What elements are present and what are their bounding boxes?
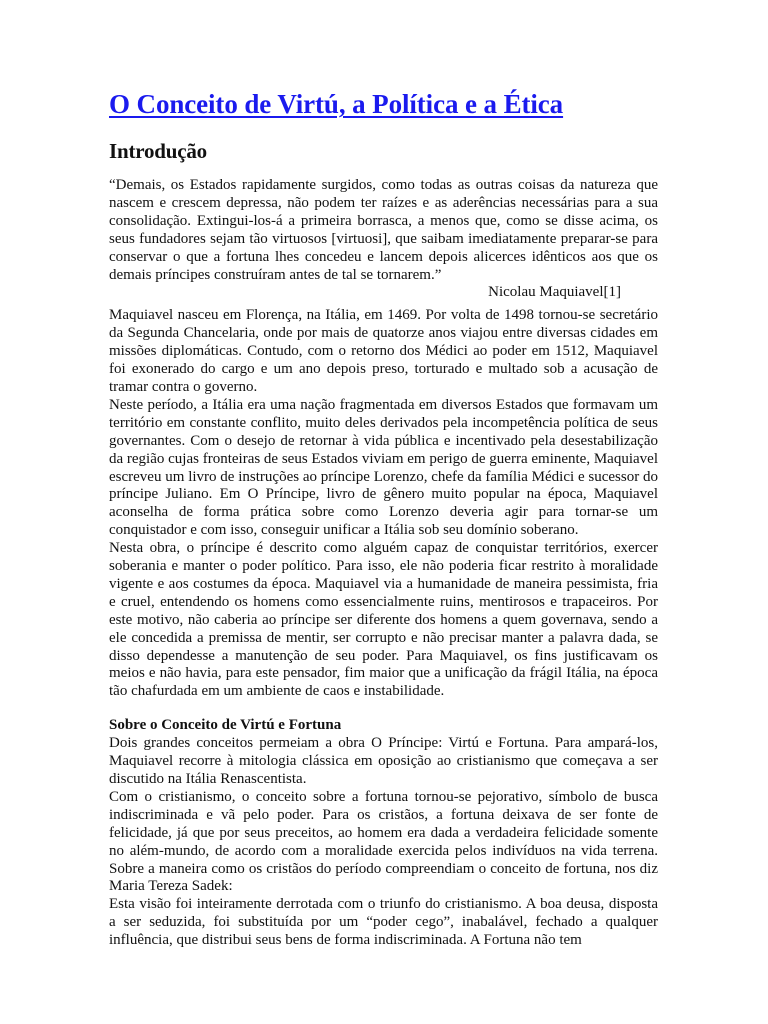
document-title-link[interactable]: O Conceito de Virtú, a Política e a Ética — [109, 89, 564, 119]
paragraph: Com o cristianismo, o conceito sobre a fortuna tornou-se pejorativo, símbolo de busca indiscriminada e vã pelo poder. Para os cristãos, a fortuna deixava de ser fonte de felicidade, já que por seus preceitos, ao homem era dada a verdadeira felicidade somente no além-mundo, de acordo com a moralidade exercida pelos indivíduos na vida terrena. Sobre a maneira como os cristãos do período compreendiam o conceito de fortuna, nos diz Maria Tereza Sadek: — [109, 788, 658, 895]
epigraph-quote: “Demais, os Estados rapidamente surgidos, como todas as outras coisas da natureza que nascem e crescem depressa, não podem ter raízes e as aderências necessárias para a sua consolidação. Extingui-los-á a primeira borrasca, a menos que, como se disse acima, os seus fundadores sejam tão virtuosos [virtuosi], que saibam imediatamente preparar-se para conservar o que a fortuna lhes concedeu e lancem depois alicerces idênticos aos que os demais príncipes construíram antes de tal se tornarem.” — [109, 177, 658, 283]
quote-attribution: Nicolau Maquiavel[1] — [488, 284, 621, 301]
section-heading-virtu-fortuna: Sobre o Conceito de Virtú e Fortuna — [109, 717, 342, 734]
paragraph: Esta visão foi inteiramente derrotada com o triunfo do cristianismo. A boa deusa, disposta a ser seduzida, foi substituída por um “poder cego”, inabalável, fechado a qualquer influência, que distribui seus bens de forma indiscriminada. A Fortuna não tem — [109, 896, 658, 949]
paragraph: Nesta obra, o príncipe é descrito como alguém capaz de conquistar territórios, exercer soberania e manter o poder político. Para isso, ele não poderia ficar restrito à moralidade vigente e aos costumes da época. Maquiavel via a humanidade de maneira pessimista, fria e cruel, entendendo os homens como essencialmente ruins, mentirosos e trapaceiros. Por este motivo, não caberia ao príncipe ser diferente dos homens a quem governava, sendo a ele concedida a premissa de mentir, ser corrupto e não precisar manter a palavra dada, se disso dependesse a manutenção de seu poder. Para Maquiavel, os fins justificavam os meios e não havia, para este pensador, fim maior que a unificação da frágil Itália, na época tão chafurdada em um ambiente de caos e instabilidade. — [109, 540, 658, 700]
paragraph: Maquiavel nasceu em Florença, na Itália, em 1469. Por volta de 1498 tornou-se secretário da Segunda Chancelaria, onde por mais de quatorze anos viajou entre diversas cidades em missões diplomáticas. Contudo, com o retorno dos Médici ao poder em 1512, Maquiavel foi exonerado do cargo e um ano depois preso, torturado e multado sob a acusação de tramar contra o governo. — [109, 307, 658, 395]
section-heading-introduction: Introdução — [109, 139, 207, 163]
paragraph: Dois grandes conceitos permeiam a obra O Príncipe: Virtú e Fortuna. Para ampará-los, Maquiavel recorre à mitologia clássica em oposição ao cristianismo que começava a ser discutido na Itália Renascentista. — [109, 735, 658, 787]
paragraph: Neste período, a Itália era uma nação fragmentada em diversos Estados que formavam um território em constante conflito, muito deles derivados pela incompetência política de seus governantes. Com o desejo de retornar à vida pública e incentivado pela desestabilização da região cujas fronteiras de seus Estados viviam em perigo de guerra eminente, Maquiavel escreveu um livro de instruções ao príncipe Lorenzo, chefe da família Médici e sucessor do príncipe Juliano. Em O Príncipe, livro de gênero muito popular na época, Maquiavel aconselha de forma prática sobre como Lorenzo deveria agir para tornar-se um conquistador e com isso, conseguir unificar a Itália sob seu domínio soberano. — [109, 396, 658, 539]
document-page — [109, 84, 658, 950]
